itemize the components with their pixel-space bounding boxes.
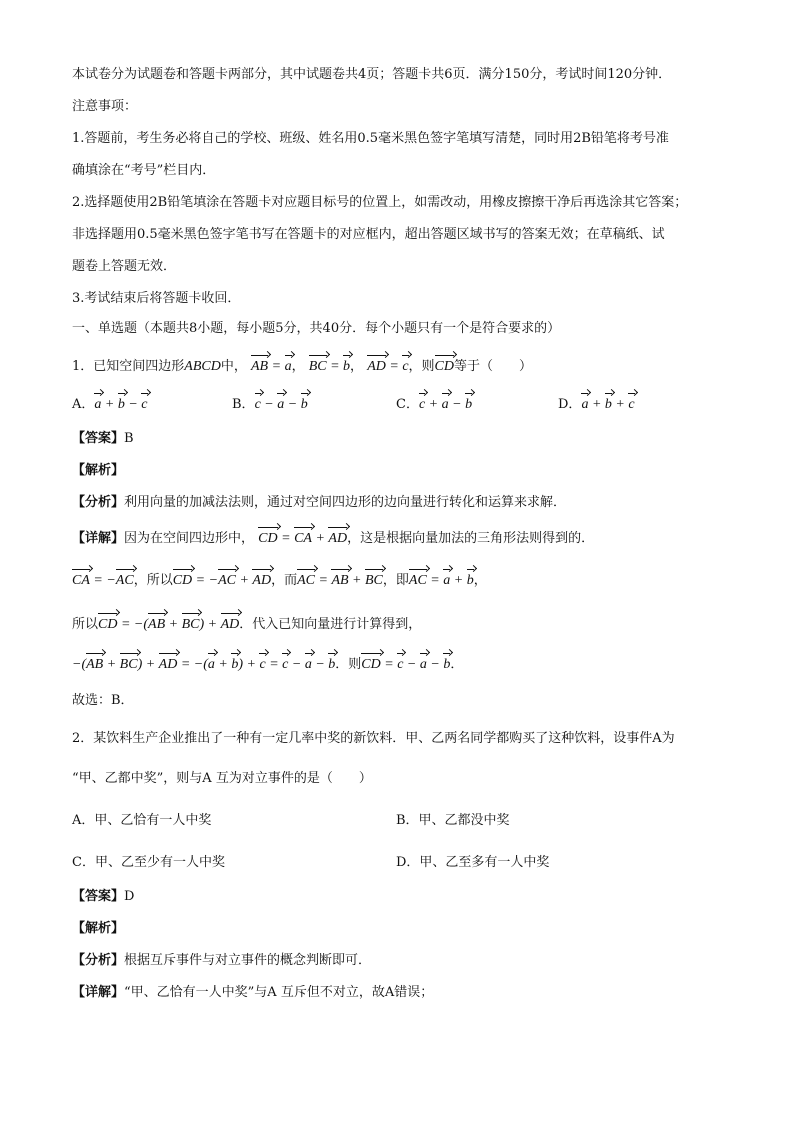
q1-stem: 1．已知空间四边形ABCD中， AB = a， BC = b， AD = c，则CD等于（ ） <box>72 356 754 378</box>
q1-option-a: A．a + b − c <box>72 394 148 416</box>
notice-1a: 1.答题前，考生务必将自己的学校、班级、姓名用0.5毫米黑色签字笔填写清楚，同时用2B铅笔将考号准 <box>72 131 669 146</box>
q1-step-2: CA = −AC，所以CD = −AC + AD，而AC = AB + BC，即AC = a + b， <box>72 570 754 592</box>
q1-fenxi: 【分析】利用向量的加减法法则，通过对空间四边形的边向量进行转化和运算来求解． <box>72 495 567 510</box>
q2-option-c: C．甲、乙至少有一人中奖 <box>72 855 225 870</box>
notice-1b: 确填涂在“考号”栏目内． <box>72 163 216 178</box>
q2-option-d: D．甲、乙至多有一人中奖 <box>396 855 550 870</box>
notice-2b: 非选择题用0.5毫米黑色签字笔书写在答题卡的对应框内，超出答题区域书写的答案无效；在草稿纸、试 <box>72 227 665 242</box>
q2-jiexi: 【解析】 <box>72 921 125 936</box>
notice-title: 注意事项： <box>72 99 138 114</box>
q1-jiexi: 【解析】 <box>72 463 125 478</box>
section-heading: 一、单选题（本题共8小题，每小题5分，共40分．每个小题只有一个是符合要求的） <box>72 321 561 336</box>
q1-step-3: 所以CD = −(AB + BC) + AD．代入已知向量进行计算得到， <box>72 614 754 636</box>
q1-option-c: C．c + a − b <box>396 394 472 416</box>
notice-2c: 题卷上答题无效． <box>72 259 177 274</box>
q2-option-a: A．甲、乙恰有一人中奖 <box>72 813 212 828</box>
q1-answer: 【答案】B <box>72 431 134 446</box>
q2-fenxi: 【分析】根据互斥事件与对立事件的概念判断即可． <box>72 953 372 968</box>
q2-stem-a: 2．某饮料生产企业推出了一种有一定几率中奖的新饮料．甲、乙两名同学都购买了这种饮料，设事件A为 <box>72 731 675 746</box>
q1-conclusion: 故选：B． <box>72 693 134 708</box>
notice-2a: 2.选择题使用2B铅笔填涂在答题卡对应题目标号的位置上，如需改动，用橡皮擦擦干净后再选涂其它答案； <box>72 195 688 210</box>
q1-option-b: B．c − a − b <box>232 394 308 416</box>
notice-3: 3.考试结束后将答题卡收回． <box>72 291 241 306</box>
q1-step-4: −(AB + BC) + AD = −(a + b) + c = c − a − b．则CD = c − a − b． <box>72 654 754 676</box>
q1-option-d: D．a + b + c <box>558 394 635 416</box>
q2-option-b: B．甲、乙都没中奖 <box>396 813 510 828</box>
intro-line: 本试卷分为试题卷和答题卡两部分，其中试题卷共4页；答题卡共6页．满分150分，考试时间120分钟． <box>72 67 672 82</box>
q2-answer: 【答案】D <box>72 889 135 904</box>
q1-xiangjie: 【详解】因为在空间四边形中， CD = CA + AD，这是根据向量加法的三角形法则得到的． <box>72 528 754 550</box>
q2-stem-b: “甲、乙都中奖”，则与A 互为对立事件的是（ ） <box>72 771 372 786</box>
q2-xiangjie: 【详解】“甲、乙恰有一人中奖”与A 互斥但不对立，故A错误； <box>72 985 434 1000</box>
